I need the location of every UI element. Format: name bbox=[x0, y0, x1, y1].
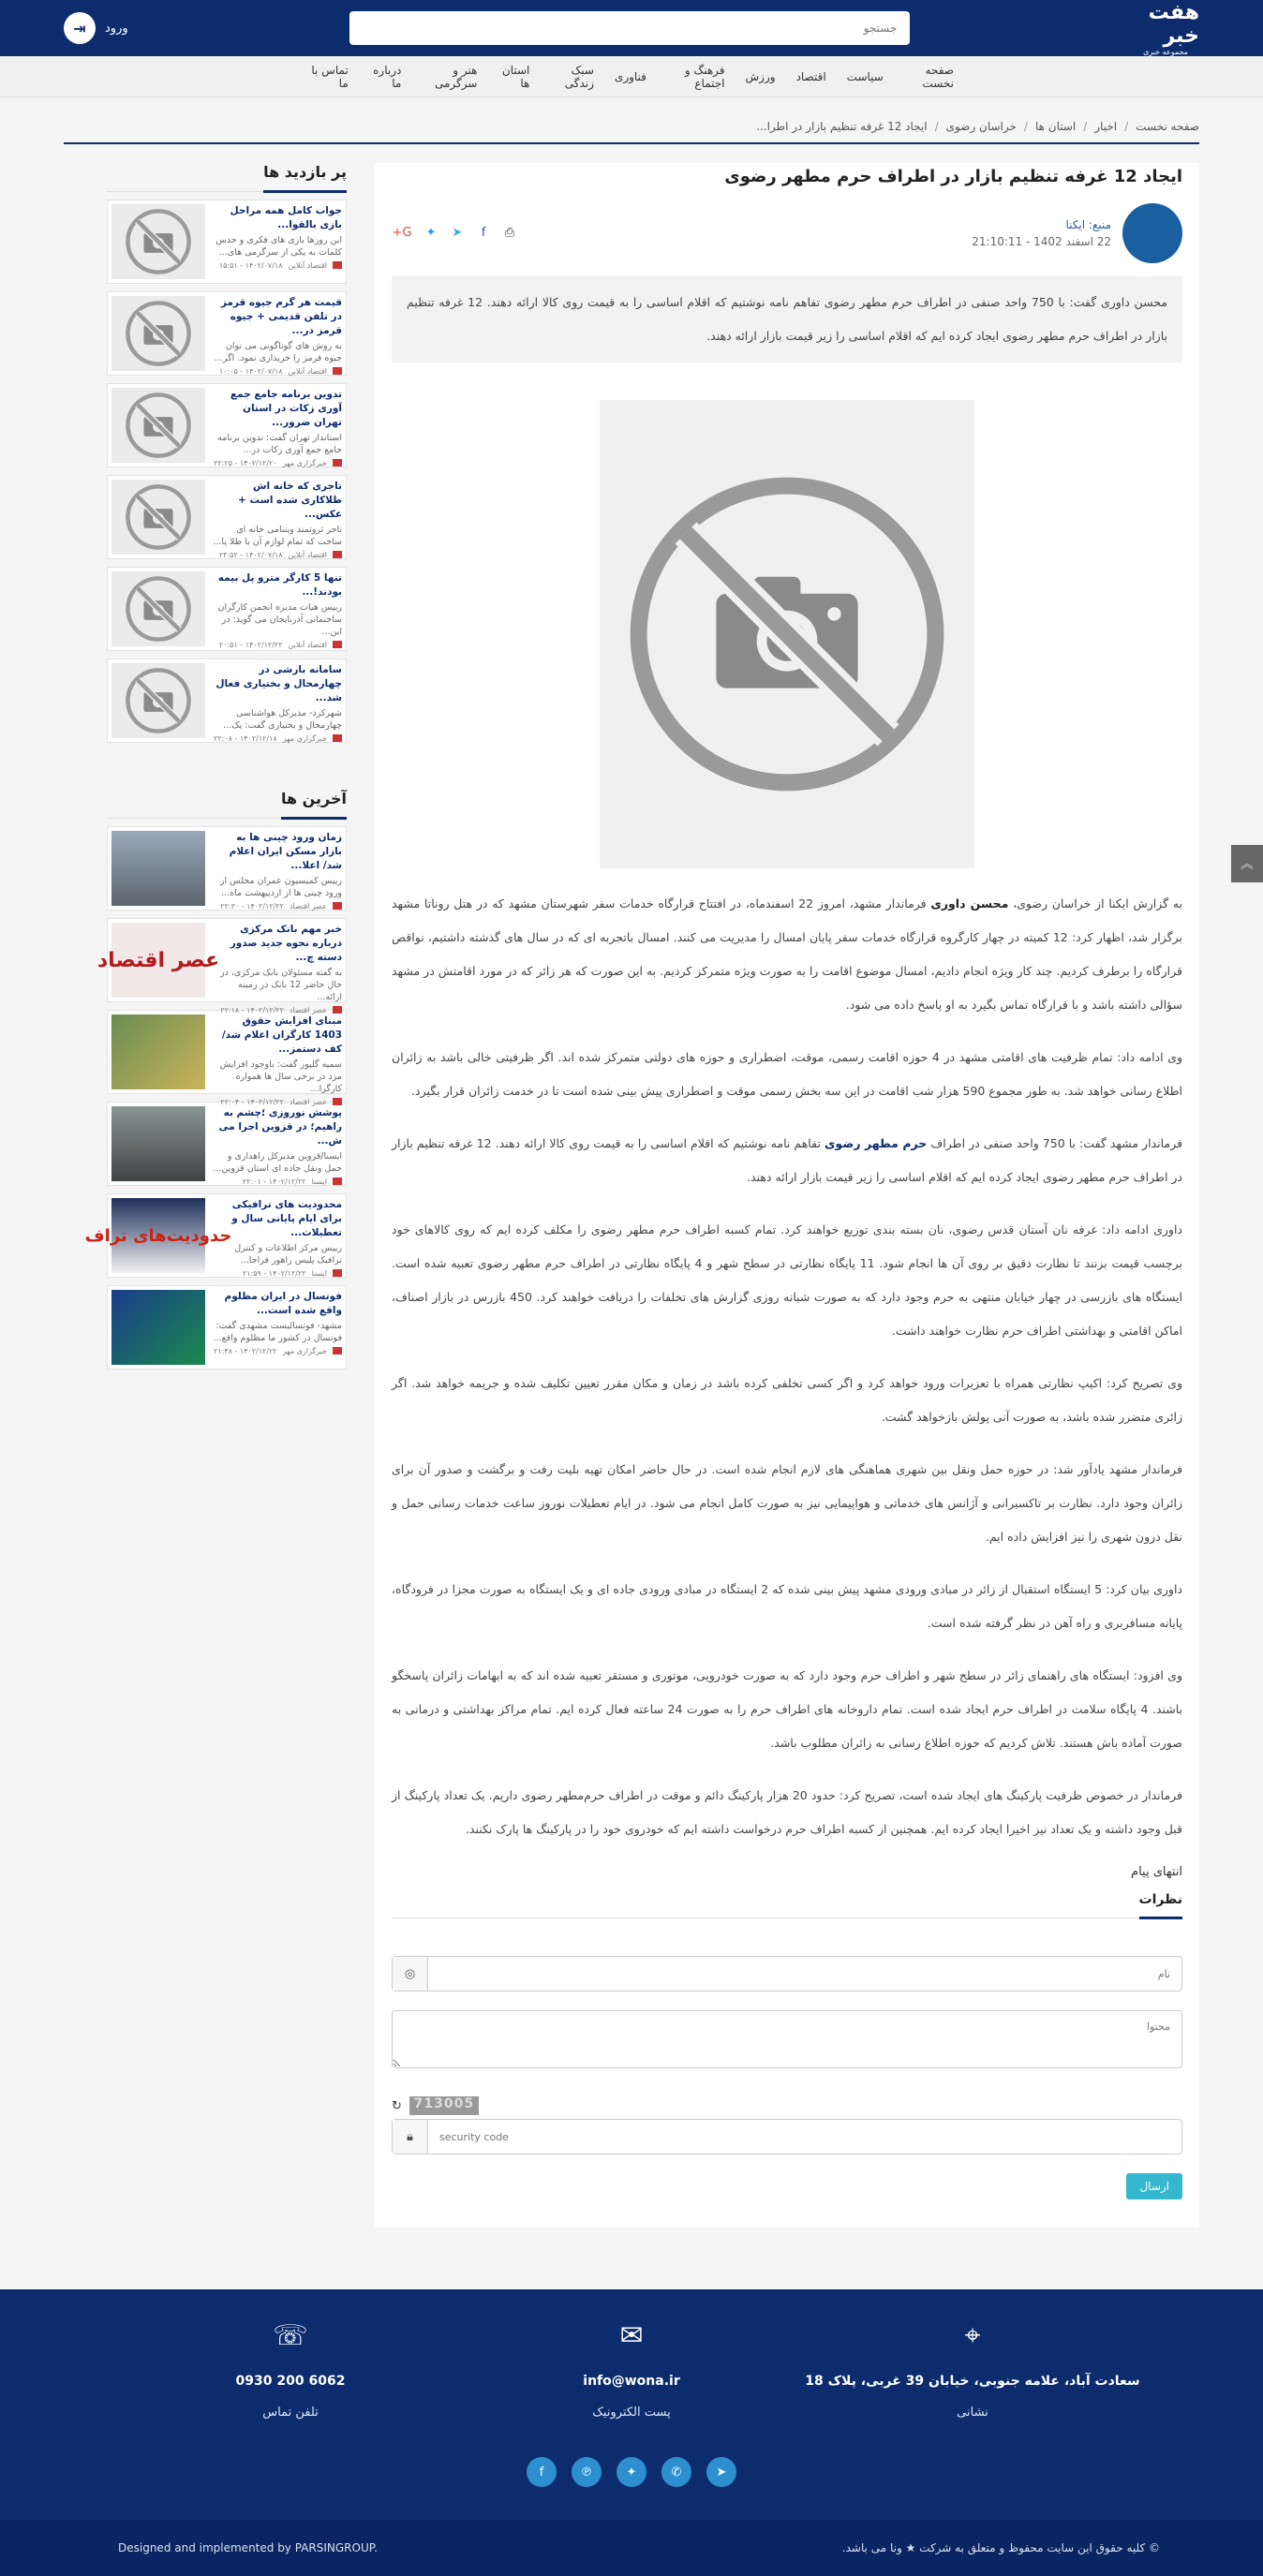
latest-item[interactable] bbox=[107, 826, 347, 910]
nav-lifestyle[interactable]: سبک زندگی bbox=[564, 63, 594, 90]
nav-provinces[interactable]: استان ها bbox=[501, 63, 530, 90]
item-thumbnail bbox=[111, 388, 205, 463]
article-body bbox=[392, 887, 1182, 1846]
popular-item[interactable] bbox=[107, 567, 347, 651]
logo-text: هفت خبر bbox=[1148, 0, 1199, 48]
main-nav bbox=[0, 56, 1263, 97]
source-icon bbox=[333, 459, 342, 466]
popular-item[interactable] bbox=[107, 475, 347, 559]
comments-heading: نظرات bbox=[1139, 1892, 1182, 1919]
article-date: 22 اسفند 1402 - 21:10:11 bbox=[972, 235, 1111, 248]
scroll-top-button[interactable] bbox=[1231, 845, 1263, 882]
captcha-image: 713005 bbox=[409, 2096, 479, 2115]
no-image-icon bbox=[124, 299, 193, 368]
nav-contact[interactable]: تماس با ما bbox=[311, 63, 349, 90]
pinterest-icon[interactable]: ℗ bbox=[572, 2457, 602, 2487]
nav-art[interactable]: هنر و سرگرمی bbox=[435, 63, 478, 90]
paragraph: فرماندار مشهد گفت: با 750 واحد صنفی در اطراف حرم مطهر رضوی تفاهم نامه نوشتیم که اقلام اساسی را به قیمت روی کالا ارائه دهند. 12 غرفه تنظیم بازار در اطراف حرم مطهر رضوی ایجاد کرده ایم که اقلام اساسی را زیر قیمت بازار ارائه دهند. bbox=[392, 1136, 1182, 1184]
item-title: قیمت هر گرم جیوه قرمز در تلفن قدیمی + جیوه قرمز در... bbox=[220, 297, 342, 336]
nav-technology[interactable]: فناوری bbox=[614, 69, 646, 83]
source-icon bbox=[333, 261, 342, 269]
popular-item[interactable] bbox=[107, 383, 347, 467]
item-thumbnail bbox=[111, 1106, 205, 1181]
nav-home[interactable]: صفحه نخست bbox=[922, 63, 954, 90]
item-desc: ایسنا/قزوین مدیرکل راهداری و حمل ونقل جاده ای استان قزوین... bbox=[213, 1151, 342, 1174]
name-field bbox=[392, 1956, 1182, 1991]
social-links bbox=[0, 2457, 1263, 2487]
latest-item[interactable] bbox=[84, 1193, 347, 1278]
item-source: عصر اقتصاد bbox=[289, 1098, 327, 1106]
source-icon bbox=[333, 1177, 342, 1185]
item-thumbnail bbox=[111, 296, 205, 371]
no-image-icon bbox=[124, 666, 193, 735]
item-source: عصر اقتصاد bbox=[289, 1006, 327, 1014]
breadcrumb-divider bbox=[64, 142, 1199, 144]
item-desc: به روش های گوناگونی می توان جیوه قرمز را خریداری نمود. اگر... bbox=[214, 341, 342, 363]
item-date: ۱۴۰۲/۱۲/۲۲ - ۲۲:۱۸ bbox=[220, 1006, 284, 1014]
popular-item[interactable] bbox=[107, 659, 347, 743]
item-thumbnail bbox=[111, 663, 205, 738]
comments-section bbox=[392, 1879, 1182, 2199]
paragraph: داوری ادامه داد: غرفه نان آستان قدس رضوی، نان بسته بندی توزیع خواهند کرد. تمام کسبه اطراف حرم مطهر رضوی را مکلف کرده ایم که روی کالاهای خود برچسب قیمت بزنند تا نظارت دقیق بر روی آن ها انجام شود. 11 پایگاه نظارتی در سطح شهر و 4 پایگاه نظارتی در اطراف حرم مطهر رضوی تعبیه شده است. ایستگاه های بازرسی در چهار خیابان منتهی به حرم وجود دارد که به صورت شبانه روزی گزارش های تخلفات را دریافت خواهند کرد. 450 بازرس در بازار اصناف، اماکن اقامتی و بهداشتی اطراف حرم نظارت خواهند داشت. bbox=[392, 1222, 1183, 1338]
source-icon bbox=[333, 551, 342, 558]
item-desc: استاندار تهران گفت: تدوین برنامه جامع جمع آوری زکات در... bbox=[217, 433, 342, 455]
item-source: اقتصاد آنلاین bbox=[288, 641, 327, 649]
paragraph: وی تصریح کرد: اکیپ نظارتی همراه با تعزیرات ورود خواهد کرد و اگر کسی تخلفی کرده باشد در زمان و مکان مقرر تعیین تکلیف شده و جریمه خواهد شد. اگر زائری متضرر شده باشد، به صورت آنی پولش بازخواهد گشت. bbox=[392, 1376, 1182, 1424]
latest-item[interactable] bbox=[107, 1285, 347, 1369]
item-date: ۱۴۰۲/۱۲/۲۲ - ۲۱:۵۹ bbox=[242, 1269, 306, 1278]
login-label: ورود bbox=[105, 21, 128, 36]
twitter-icon[interactable]: ✦ bbox=[617, 2457, 646, 2487]
article-meta bbox=[392, 203, 1182, 263]
twitter-icon[interactable]: ✦ bbox=[425, 226, 437, 240]
no-image-icon bbox=[618, 466, 956, 803]
email-label: پست الکترونیک bbox=[592, 2406, 671, 2420]
mail-icon: ✉ bbox=[619, 2318, 644, 2352]
content-textarea[interactable] bbox=[392, 2010, 1182, 2068]
whatsapp-icon[interactable]: ✆ bbox=[661, 2457, 691, 2487]
footer-email bbox=[461, 2312, 802, 2420]
login-icon: ⇥ bbox=[64, 12, 96, 44]
security-field bbox=[392, 2119, 1182, 2154]
item-source: خبرگزاری مهر bbox=[282, 734, 327, 743]
article-title: ایجاد 12 غرفه تنظیم بازار در اطراف حرم مطهر رضوی bbox=[724, 167, 1182, 186]
article-source[interactable]: منبع: ایکنا bbox=[1065, 218, 1111, 231]
content-wrapper bbox=[0, 163, 1263, 2228]
breadcrumb-provinces[interactable]: استان ها bbox=[1034, 120, 1077, 133]
nav-culture[interactable]: فرهنگ و اجتماع bbox=[684, 63, 725, 90]
footer bbox=[0, 2289, 1263, 2576]
breadcrumb-current: ایجاد 12 غرفه تنظیم بازار در اطرا... bbox=[756, 120, 928, 133]
item-date: ۱۴۰۲/۰۷/۱۸ - ۲۳:۵۲ bbox=[218, 551, 283, 559]
paragraph: وی ادامه داد: تمام ظرفیت های اقامتی مشهد در 4 حوزه اقامت رسمی، موقت، اضطراری و حوزه های دولتی متمرکز شده اند. اگر ظرفیتی خالی باشد به زائران اطلاع رسانی خواهد شد. به طور مجموع 590 هزار شب اقامت در این سه بخش رسمی موقت و اضطراری پیش بینی شده است تا در خدمت زائران قرار بگیرد. bbox=[392, 1050, 1182, 1098]
item-date: ۱۴۰۲/۱۲/۲۲ - ۲۲:۰۴ bbox=[220, 1098, 284, 1106]
search-input[interactable] bbox=[349, 11, 910, 45]
nav-sports[interactable]: ورزش bbox=[745, 69, 776, 83]
source-icon bbox=[333, 367, 342, 375]
item-thumbnail bbox=[111, 1290, 205, 1365]
item-date: ۱۴۰۲/۱۲/۱۸ - ۲۲:۰۸ bbox=[214, 734, 277, 743]
site-logo[interactable] bbox=[1132, 0, 1199, 56]
source-icon bbox=[333, 1098, 342, 1105]
paragraph: فرماندار در خصوص ظرفیت پارکینگ های ایجاد شده است، تصریح کرد: حدود 20 هزار پارکینگ دائم و موقت در اطراف حرم‌مطهر رضوی داریم. یک تعداد پارکینگ از قبل وجود داشته و یک تعداد نیز اخیرا ایجاد کرده ایم. همچنین از کسبه اطراف حرم درخواست داشته ایم که خودروی خود را در پارکینگ ها پارک نکنند. bbox=[392, 1788, 1183, 1836]
item-title: زمان ورود چینی ها به بازار مسکن ایران اعلام شد/ اعلا... bbox=[229, 832, 342, 871]
item-desc: این روزها بازی های فکری و حدس کلمات به یکی از سرگرمی های... bbox=[215, 235, 342, 258]
item-desc: شهرکرد- مدیرکل هواشناسی چهارمحال و بختیاری گفت: یک... bbox=[223, 708, 342, 731]
paragraph: فرماندار مشهد یادآور شد: در حوزه حمل ونقل بین شهری هماهنگی های لازم انجام شده است. در حال حاضر امکان تهیه بلیت رفت و برگشت و صدور آن برای زائران وجود دارد. نظارت بر تاکسیرانی و آژانس های خدماتی و هواپیمایی نیز به صورت کامل انجام می شود. در ایام تعطیلات نوروز ساعت خدمات رسانی حمل و نقل درون شهری را نیز افزایش داده ایم. bbox=[392, 1462, 1182, 1544]
facebook-icon[interactable]: f bbox=[527, 2457, 557, 2487]
email-value[interactable]: info@wona.ir bbox=[583, 2374, 680, 2389]
item-date: ۱۴۰۲/۱۲/۲۲ - ۲۲:۰۱ bbox=[242, 1177, 306, 1186]
security-code-input[interactable] bbox=[428, 2120, 1181, 2154]
item-thumbnail bbox=[111, 1014, 205, 1089]
item-title: محدودیت های ترافیکی برای ایام پایانی سال و تعطیلات... bbox=[231, 1199, 342, 1238]
sidebar bbox=[84, 163, 347, 1377]
popular-item[interactable] bbox=[107, 291, 347, 376]
item-title: پوشش نوروزی ؛چشم به راهیم؛ در قزوین اجرا می ش... bbox=[218, 1107, 342, 1147]
breadcrumb-khorasan[interactable]: خراسان رضوی bbox=[945, 120, 1017, 133]
item-source: خبرگزاری مهر bbox=[282, 459, 327, 467]
breadcrumb-news[interactable]: اخبار bbox=[1094, 120, 1118, 133]
source-icon bbox=[333, 734, 342, 742]
address-value: سعادت آباد، علامه جنوبی، خیابان 39 غربی، پلاک 18 bbox=[805, 2374, 1140, 2389]
thumbnail-text: عصر اقتصاد bbox=[97, 948, 220, 972]
article bbox=[375, 163, 1199, 2228]
print-icon[interactable]: ⎙ bbox=[504, 226, 515, 240]
item-source: ایسنا bbox=[311, 1269, 327, 1278]
share-bar bbox=[392, 226, 517, 241]
latest-item[interactable] bbox=[107, 1010, 347, 1106]
source-avatar bbox=[1122, 203, 1182, 263]
login-button[interactable] bbox=[64, 12, 128, 44]
map-icon: ⌖ bbox=[964, 2318, 981, 2352]
item-date: ۱۴۰۲/۰۷/۱۸ - ۱۰:۰۵ bbox=[218, 367, 283, 376]
item-source: ایسنا bbox=[311, 1177, 327, 1186]
item-thumbnail bbox=[111, 480, 205, 555]
article-lead: محسن داوری گفت: با 750 واحد صنفی در اطراف حرم مطهر رضوی تفاهم نامه نوشتیم که اقلام اساسی را به قیمت روی کالا ارائه دهند. 12 غرفه تنظیم بازار در اطراف حرم مطهر رضوی ایجاد کرده ایم که اقلام اساسی را زیر قیمت بازار ارائه دهند. bbox=[392, 276, 1182, 363]
latest-item[interactable] bbox=[107, 1102, 347, 1186]
item-date: ۱۴۰۲/۱۲/۲۲ - ۲۲:۳۰ bbox=[220, 902, 284, 910]
item-source: اقتصاد آنلاین bbox=[288, 367, 327, 376]
item-desc: رییس مرکز اطلاعات و کنترل ترافیک پلیس راهور فراجا... bbox=[234, 1243, 342, 1266]
latest-list bbox=[84, 826, 347, 1369]
item-desc: تاجر ثروتمند ویتنامی خانه ای ساخت که تمام لوازم آن با طلا پا... bbox=[213, 525, 342, 547]
item-date: ۱۴۰۲/۱۲/۲۲ - ۲۰:۵۱ bbox=[218, 641, 283, 649]
address-label: نشانی bbox=[957, 2406, 988, 2420]
item-source: خبرگزاری مهر bbox=[282, 1347, 327, 1355]
phone-label: تلفن تماس bbox=[262, 2406, 319, 2420]
popular-item[interactable] bbox=[107, 200, 347, 284]
item-desc: رییس کمیسیون عمران مجلس از ورود چینی ها از اردیبهشت ماه... bbox=[219, 876, 342, 898]
no-image-icon bbox=[124, 207, 193, 276]
item-title: جواب کامل همه مراحل بازی بالقوا... bbox=[230, 205, 342, 230]
send-button[interactable]: ارسال bbox=[1126, 2173, 1182, 2199]
item-title: تنها 5 کارگر مترو پل بیمه بودند!... bbox=[217, 572, 342, 598]
item-thumbnail bbox=[97, 923, 220, 998]
item-title: فوتسال در ایران مظلوم واقع شده است... bbox=[224, 1291, 342, 1316]
google-plus-icon[interactable]: G+ bbox=[392, 226, 412, 240]
top-bar bbox=[0, 0, 1263, 56]
no-image-icon bbox=[124, 574, 193, 644]
refresh-icon[interactable]: ↻ bbox=[392, 2098, 402, 2113]
item-thumbnail bbox=[84, 1198, 232, 1273]
lock-icon: 🔒︎ bbox=[393, 2120, 428, 2154]
name-input[interactable] bbox=[428, 1957, 1181, 1991]
item-desc: رییس هیات مدیره انجمن کارگران ساختمانی آذربایجان می گوید: در این... bbox=[217, 602, 342, 637]
end-of-message: انتهای پیام bbox=[1131, 1865, 1182, 1879]
footer-phone bbox=[120, 2312, 461, 2420]
latest-item[interactable] bbox=[97, 918, 347, 1014]
tag-link[interactable]: حرم مطهر رضوی bbox=[824, 1136, 928, 1150]
double-chevron-up-icon: ︽ bbox=[1241, 857, 1254, 872]
item-title: سامانه بارشی در چهارمحال و بختیاری فعال شد... bbox=[215, 664, 342, 703]
item-date: ۱۴۰۲/۱۲/۲۲ - ۲۱:۴۸ bbox=[214, 1347, 277, 1355]
latest-heading: آخرین ها bbox=[281, 790, 347, 820]
item-desc: سمیه گلپور گفت: باوجود افزایش مزد در برخی سال ها همواره کارگرا... bbox=[219, 1059, 342, 1094]
item-date: ۱۴۰۲/۱۲/۲۰ - ۲۲:۲۵ bbox=[214, 459, 277, 467]
item-source: عصر اقتصاد bbox=[289, 902, 327, 910]
phone-icon: ☏ bbox=[273, 2318, 308, 2352]
nav-politics[interactable]: سیاست bbox=[846, 69, 884, 83]
paragraph: وی افزود: ایستگاه های راهنمای زائر در سطح شهر و اطراف حرم وجود دارد که به صورت خودرویی، موتوری و مستقر تعبیه شده اند که به ابهامات زائران پاسخگو باشند. 4 پایگاه سلامت در اطراف حرم ایجاد شده است. تمام داروخانه های اطراف حرم را به صورت 24 ساعته فعال کرده ایم. تمام مراکز بهداشتی و درمانی به صورت آماده باش هستند. تلاش کردیم که حوزه اطلاع رسانی به زائران مطلوب باشد. bbox=[392, 1668, 1183, 1750]
popular-heading: پر بازدید ها bbox=[263, 163, 347, 193]
phone-value[interactable]: 0930 200 6062 bbox=[235, 2374, 346, 2389]
popular-list bbox=[107, 200, 347, 743]
breadcrumb-home[interactable]: صفحه نخست bbox=[1136, 120, 1199, 133]
item-title: تاجری که خانه اش طلاکاری شده است + عکس... bbox=[238, 481, 342, 520]
nav-economy[interactable]: اقتصاد bbox=[795, 69, 826, 83]
item-desc: به گفته مسئولان بانک مرکزی، در حال حاضر 12 بانک در زمینه ارائه... bbox=[220, 968, 342, 1002]
telegram-icon[interactable]: ➤ bbox=[706, 2457, 736, 2487]
breadcrumb: صفحه نخست / اخبار / استان ها / خراسان رضوی / ایجاد 12 غرفه تنظیم بازار در اطرا... bbox=[756, 120, 1199, 133]
source-icon bbox=[333, 1269, 342, 1277]
source-icon bbox=[333, 1347, 342, 1355]
source-icon bbox=[333, 902, 342, 910]
source-icon bbox=[333, 641, 342, 648]
item-title: مبنای افزایش حقوق 1403 کارگران اعلام شد/ کف دستمز... bbox=[221, 1015, 342, 1055]
item-date: ۱۴۰۲/۰۷/۱۸ - ۱۵:۵۱ bbox=[218, 261, 283, 270]
no-image-icon bbox=[124, 391, 193, 460]
item-title: خبر مهم بانک مرکزی درباره نحوه جدید صدور دسته چ... bbox=[230, 924, 342, 963]
item-source: اقتصاد آنلاین bbox=[288, 261, 327, 270]
captcha-row bbox=[392, 2096, 1182, 2115]
logo-subtitle: مجموعه خبری bbox=[1143, 47, 1188, 56]
article-image bbox=[600, 400, 974, 868]
paragraph: داوری بیان کرد: 5 ایستگاه استقبال از زائر در مبادی ورودی مشهد پیش بینی شده که 2 ایستگاه در مبادی ورودی جاده ای و یک ایستگاه به صورت مجزا در فرودگاه، پایانه مسافربری و راه آهن در نظر گرفته شده است. bbox=[392, 1582, 1182, 1630]
item-thumbnail bbox=[111, 571, 205, 646]
thumbnail-text: حدودیت‌های تراف bbox=[84, 1225, 232, 1246]
paragraph: به گزارش ایکنا از خراسان رضوی، محسن داوری فرماندار مشهد، امروز 22 اسفندماه، در افتتاح قرارگاه خدمات سفر شهرستان مشهد که در هتل روناتا مشهد برگزار شد، اظهار کرد: 12 کمیته در چهار کارگروه قرارگاه خدمات سفر پایان امسال را مدیریت می کنند. امسال باتجربه ای که در سال های گذشته داشتیم، نواقص قرارگاه را برطرف کردیم. چند کار ویژه انجام دادیم، امسال موضوع اقامت را به صورت ویژه متمرکز کردیم. به این صورت که هر زائر که در مورد اقامتش در مشهد سؤالی داشته باشد و با قرارگاه تماس بگیرد به او پاسخ داده می شود. bbox=[392, 896, 1183, 1012]
copyright-text: © کلیه حقوق این سایت محفوظ و متعلق به شرکت ★ ونا می باشد. bbox=[841, 2541, 1160, 2554]
item-source: اقتصاد آنلاین bbox=[288, 551, 327, 559]
telegram-icon[interactable]: ➤ bbox=[452, 226, 463, 240]
footer-address bbox=[802, 2312, 1143, 2420]
item-thumbnail bbox=[111, 204, 205, 279]
nav-about[interactable]: درباره ما bbox=[373, 63, 402, 90]
item-thumbnail bbox=[111, 831, 205, 906]
designer-credit[interactable]: Designed and implemented by PARSINGROUP. bbox=[118, 2541, 378, 2554]
item-title: تدوین برنامه جامع جمع آوری زکات در استان تهران ضرور... bbox=[230, 389, 342, 428]
user-icon: ◎ bbox=[393, 1957, 428, 1991]
footer-bottom bbox=[0, 2520, 1263, 2576]
item-desc: مشهد- فوتسالیست مشهدی گفت: فوتسال در کشور ما مظلوم واقع... bbox=[213, 1321, 342, 1343]
facebook-icon[interactable]: f bbox=[481, 226, 486, 240]
no-image-icon bbox=[124, 482, 193, 552]
source-icon bbox=[333, 1006, 342, 1014]
person-name: محسن داوری bbox=[930, 896, 1009, 910]
